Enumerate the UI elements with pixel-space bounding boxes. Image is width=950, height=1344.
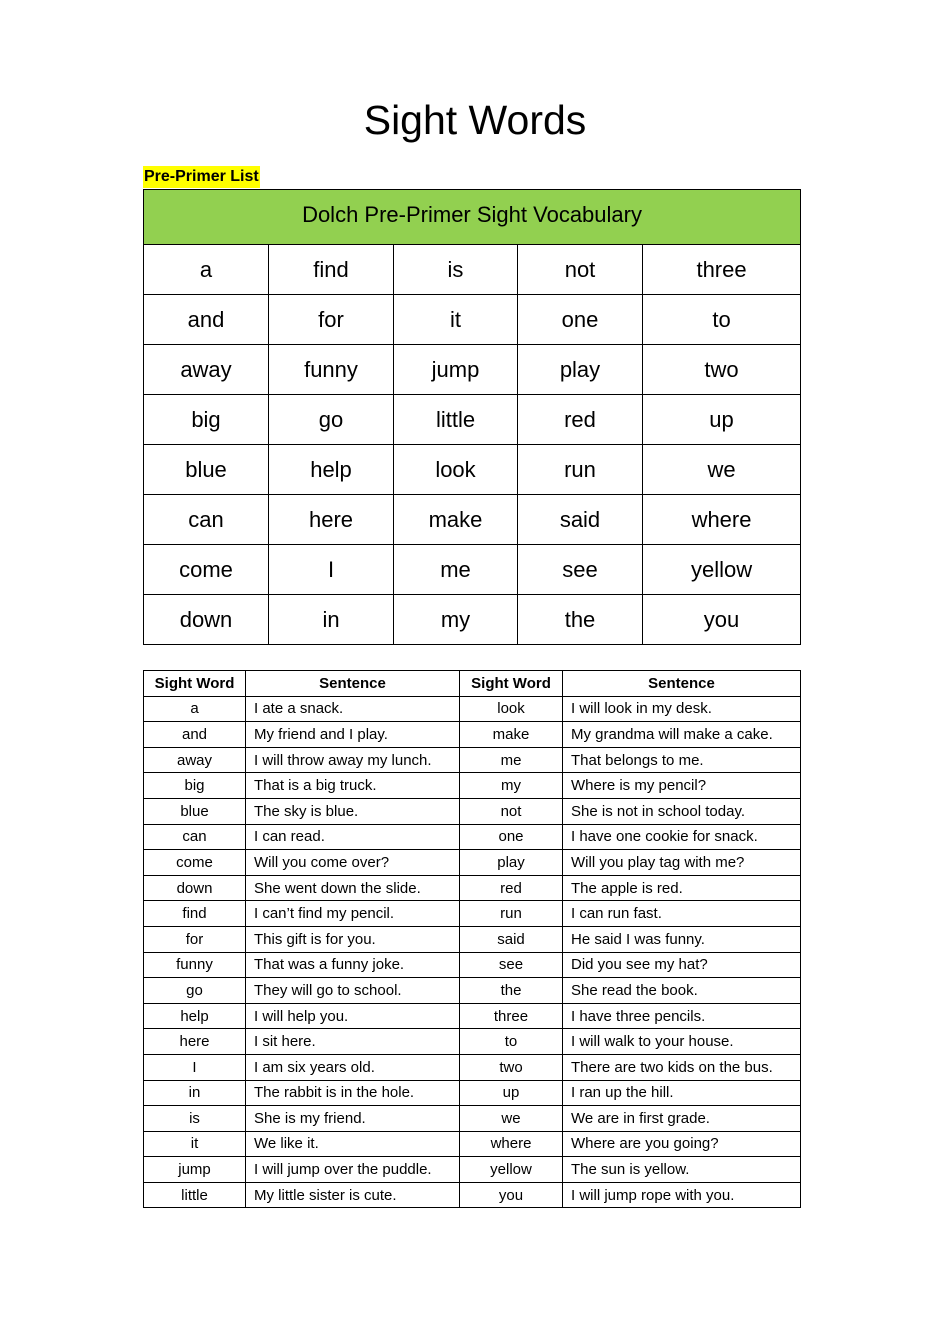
- table-row: [144, 1131, 801, 1157]
- sentence-cell: Where are you going?: [563, 1131, 801, 1157]
- sight-word-cell: the: [460, 978, 563, 1004]
- vocab-row: [144, 495, 801, 545]
- sentence-cell: There are two kids on the bus.: [563, 1054, 801, 1080]
- sentence-cell: I will walk to your house.: [563, 1029, 801, 1055]
- vocab-row: [144, 295, 801, 345]
- sight-word-cell: blue: [144, 798, 246, 824]
- vocab-word-cell: it: [394, 295, 518, 345]
- table-row: [144, 747, 801, 773]
- vocab-row: [144, 245, 801, 295]
- page-title: Sight Words: [363, 97, 587, 143]
- column-header-sight-word: Sight Word: [144, 671, 246, 697]
- table-row: [144, 696, 801, 722]
- sight-word-cell: three: [460, 1003, 563, 1029]
- table-row: [144, 1054, 801, 1080]
- vocab-word-cell: help: [269, 445, 394, 495]
- vocab-word-cell: away: [144, 345, 269, 395]
- vocab-word-cell: is: [394, 245, 518, 295]
- vocab-word-cell: down: [144, 595, 269, 645]
- sentence-cell: She read the book.: [563, 978, 801, 1004]
- vocab-word-cell: me: [394, 545, 518, 595]
- sentence-cell: My friend and I play.: [246, 722, 460, 748]
- sentence-cell: I ate a snack.: [246, 696, 460, 722]
- sentence-cell: I am six years old.: [246, 1054, 460, 1080]
- sight-word-cell: play: [460, 850, 563, 876]
- sight-word-cell: big: [144, 773, 246, 799]
- sentence-cell: I have three pencils.: [563, 1003, 801, 1029]
- sentence-cell: I will throw away my lunch.: [246, 747, 460, 773]
- vocab-row: [144, 345, 801, 395]
- sight-word-cell: yellow: [460, 1157, 563, 1183]
- sentence-cell: She went down the slide.: [246, 875, 460, 901]
- vocab-word-cell: in: [269, 595, 394, 645]
- table-row: [144, 1182, 801, 1208]
- sentence-cell: My grandma will make a cake.: [563, 722, 801, 748]
- sentence-cell: We like it.: [246, 1131, 460, 1157]
- sight-word-cell: we: [460, 1106, 563, 1132]
- sentence-cell: She is my friend.: [246, 1106, 460, 1132]
- sight-word-cell: one: [460, 824, 563, 850]
- sight-word-cell: here: [144, 1029, 246, 1055]
- sight-word-cell: me: [460, 747, 563, 773]
- vocab-word-cell: little: [394, 395, 518, 445]
- sentence-cell: I can read.: [246, 824, 460, 850]
- table-row: [144, 901, 801, 927]
- sentence-cell: Will you come over?: [246, 850, 460, 876]
- sight-word-cell: see: [460, 952, 563, 978]
- vocab-word-cell: one: [518, 295, 643, 345]
- sight-word-cell: down: [144, 875, 246, 901]
- column-header-sentence: Sentence: [563, 671, 801, 697]
- vocab-word-cell: for: [269, 295, 394, 345]
- vocab-word-cell: I: [269, 545, 394, 595]
- table-row: [144, 773, 801, 799]
- sentence-cell: I ran up the hill.: [563, 1080, 801, 1106]
- sight-word-cell: find: [144, 901, 246, 927]
- sentence-cell: I have one cookie for snack.: [563, 824, 801, 850]
- sentence-cell: Did you see my hat?: [563, 952, 801, 978]
- vocab-word-cell: come: [144, 545, 269, 595]
- sight-word-cell: jump: [144, 1157, 246, 1183]
- sentence-cell: The sun is yellow.: [563, 1157, 801, 1183]
- table-row: [144, 1080, 801, 1106]
- sentence-cell: Will you play tag with me?: [563, 850, 801, 876]
- sentence-cell: We are in first grade.: [563, 1106, 801, 1132]
- vocab-word-cell: and: [144, 295, 269, 345]
- vocab-word-cell: blue: [144, 445, 269, 495]
- sentence-cell: They will go to school.: [246, 978, 460, 1004]
- vocab-word-cell: play: [518, 345, 643, 395]
- sight-word-cell: is: [144, 1106, 246, 1132]
- table-row: [144, 798, 801, 824]
- vocab-word-cell: not: [518, 245, 643, 295]
- sight-word-cell: in: [144, 1080, 246, 1106]
- vocab-word-cell: yellow: [643, 545, 801, 595]
- sight-word-cell: a: [144, 696, 246, 722]
- vocab-word-cell: make: [394, 495, 518, 545]
- vocabulary-table-heading: Dolch Pre-Primer Sight Vocabulary: [144, 190, 801, 245]
- sight-word-cell: I: [144, 1054, 246, 1080]
- sight-word-cell: you: [460, 1182, 563, 1208]
- sight-word-cell: can: [144, 824, 246, 850]
- table-row: [144, 952, 801, 978]
- sentence-cell: She is not in school today.: [563, 798, 801, 824]
- sight-word-cell: run: [460, 901, 563, 927]
- sentence-cell: I will help you.: [246, 1003, 460, 1029]
- vocab-word-cell: my: [394, 595, 518, 645]
- vocab-word-cell: go: [269, 395, 394, 445]
- column-header-sentence: Sentence: [246, 671, 460, 697]
- vocab-word-cell: look: [394, 445, 518, 495]
- vocab-word-cell: two: [643, 345, 801, 395]
- vocab-word-cell: we: [643, 445, 801, 495]
- sight-word-cell: help: [144, 1003, 246, 1029]
- sight-word-cell: said: [460, 926, 563, 952]
- sight-word-cell: my: [460, 773, 563, 799]
- sentence-cell: My little sister is cute.: [246, 1182, 460, 1208]
- table-row: [144, 722, 801, 748]
- sentence-cell: I will look in my desk.: [563, 696, 801, 722]
- vocab-word-cell: up: [643, 395, 801, 445]
- vocab-word-cell: see: [518, 545, 643, 595]
- sight-word-cell: come: [144, 850, 246, 876]
- vocab-word-cell: red: [518, 395, 643, 445]
- vocab-word-cell: to: [643, 295, 801, 345]
- table-row: [144, 926, 801, 952]
- sentence-cell: That belongs to me.: [563, 747, 801, 773]
- column-header-sight-word: Sight Word: [460, 671, 563, 697]
- vocab-row: [144, 395, 801, 445]
- sight-word-cell: red: [460, 875, 563, 901]
- table-row: [144, 824, 801, 850]
- table-row: [144, 1157, 801, 1183]
- vocab-row: [144, 545, 801, 595]
- sight-word-cell: where: [460, 1131, 563, 1157]
- vocab-row: [144, 445, 801, 495]
- vocab-word-cell: three: [643, 245, 801, 295]
- table-row: [144, 875, 801, 901]
- vocab-word-cell: here: [269, 495, 394, 545]
- vocab-word-cell: find: [269, 245, 394, 295]
- vocab-word-cell: the: [518, 595, 643, 645]
- vocab-word-cell: said: [518, 495, 643, 545]
- sentence-cell: The sky is blue.: [246, 798, 460, 824]
- vocab-word-cell: run: [518, 445, 643, 495]
- sight-word-cell: it: [144, 1131, 246, 1157]
- table-row: [144, 1106, 801, 1132]
- vocab-word-cell: where: [643, 495, 801, 545]
- sight-word-cell: little: [144, 1182, 246, 1208]
- sentence-cell: Where is my pencil?: [563, 773, 801, 799]
- vocab-row: [144, 595, 801, 645]
- vocab-word-cell: can: [144, 495, 269, 545]
- sight-word-cell: to: [460, 1029, 563, 1055]
- sentence-cell: That is a big truck.: [246, 773, 460, 799]
- vocab-word-cell: funny: [269, 345, 394, 395]
- sight-word-cell: and: [144, 722, 246, 748]
- sentence-cell: I can’t find my pencil.: [246, 901, 460, 927]
- sight-word-cell: look: [460, 696, 563, 722]
- sight-word-cell: not: [460, 798, 563, 824]
- vocab-word-cell: you: [643, 595, 801, 645]
- vocab-word-cell: big: [144, 395, 269, 445]
- table-row: [144, 978, 801, 1004]
- sight-word-cell: funny: [144, 952, 246, 978]
- sentence-table: [143, 670, 801, 1208]
- vocabulary-table: [143, 189, 801, 645]
- sentence-cell: The rabbit is in the hole.: [246, 1080, 460, 1106]
- sight-word-cell: up: [460, 1080, 563, 1106]
- sentence-cell: I will jump rope with you.: [563, 1182, 801, 1208]
- sentence-cell: I can run fast.: [563, 901, 801, 927]
- table-row: [144, 1003, 801, 1029]
- list-label-highlight: Pre-Primer List: [143, 166, 260, 188]
- vocab-word-cell: jump: [394, 345, 518, 395]
- vocab-word-cell: a: [144, 245, 269, 295]
- sight-word-cell: for: [144, 926, 246, 952]
- sentence-cell: I will jump over the puddle.: [246, 1157, 460, 1183]
- sentence-cell: That was a funny joke.: [246, 952, 460, 978]
- table-row: [144, 1029, 801, 1055]
- table-row: [144, 850, 801, 876]
- sight-word-cell: two: [460, 1054, 563, 1080]
- sentence-cell: The apple is red.: [563, 875, 801, 901]
- sentence-cell: He said I was funny.: [563, 926, 801, 952]
- sight-word-cell: away: [144, 747, 246, 773]
- sight-word-cell: go: [144, 978, 246, 1004]
- sight-word-cell: make: [460, 722, 563, 748]
- sentence-cell: This gift is for you.: [246, 926, 460, 952]
- sentence-cell: I sit here.: [246, 1029, 460, 1055]
